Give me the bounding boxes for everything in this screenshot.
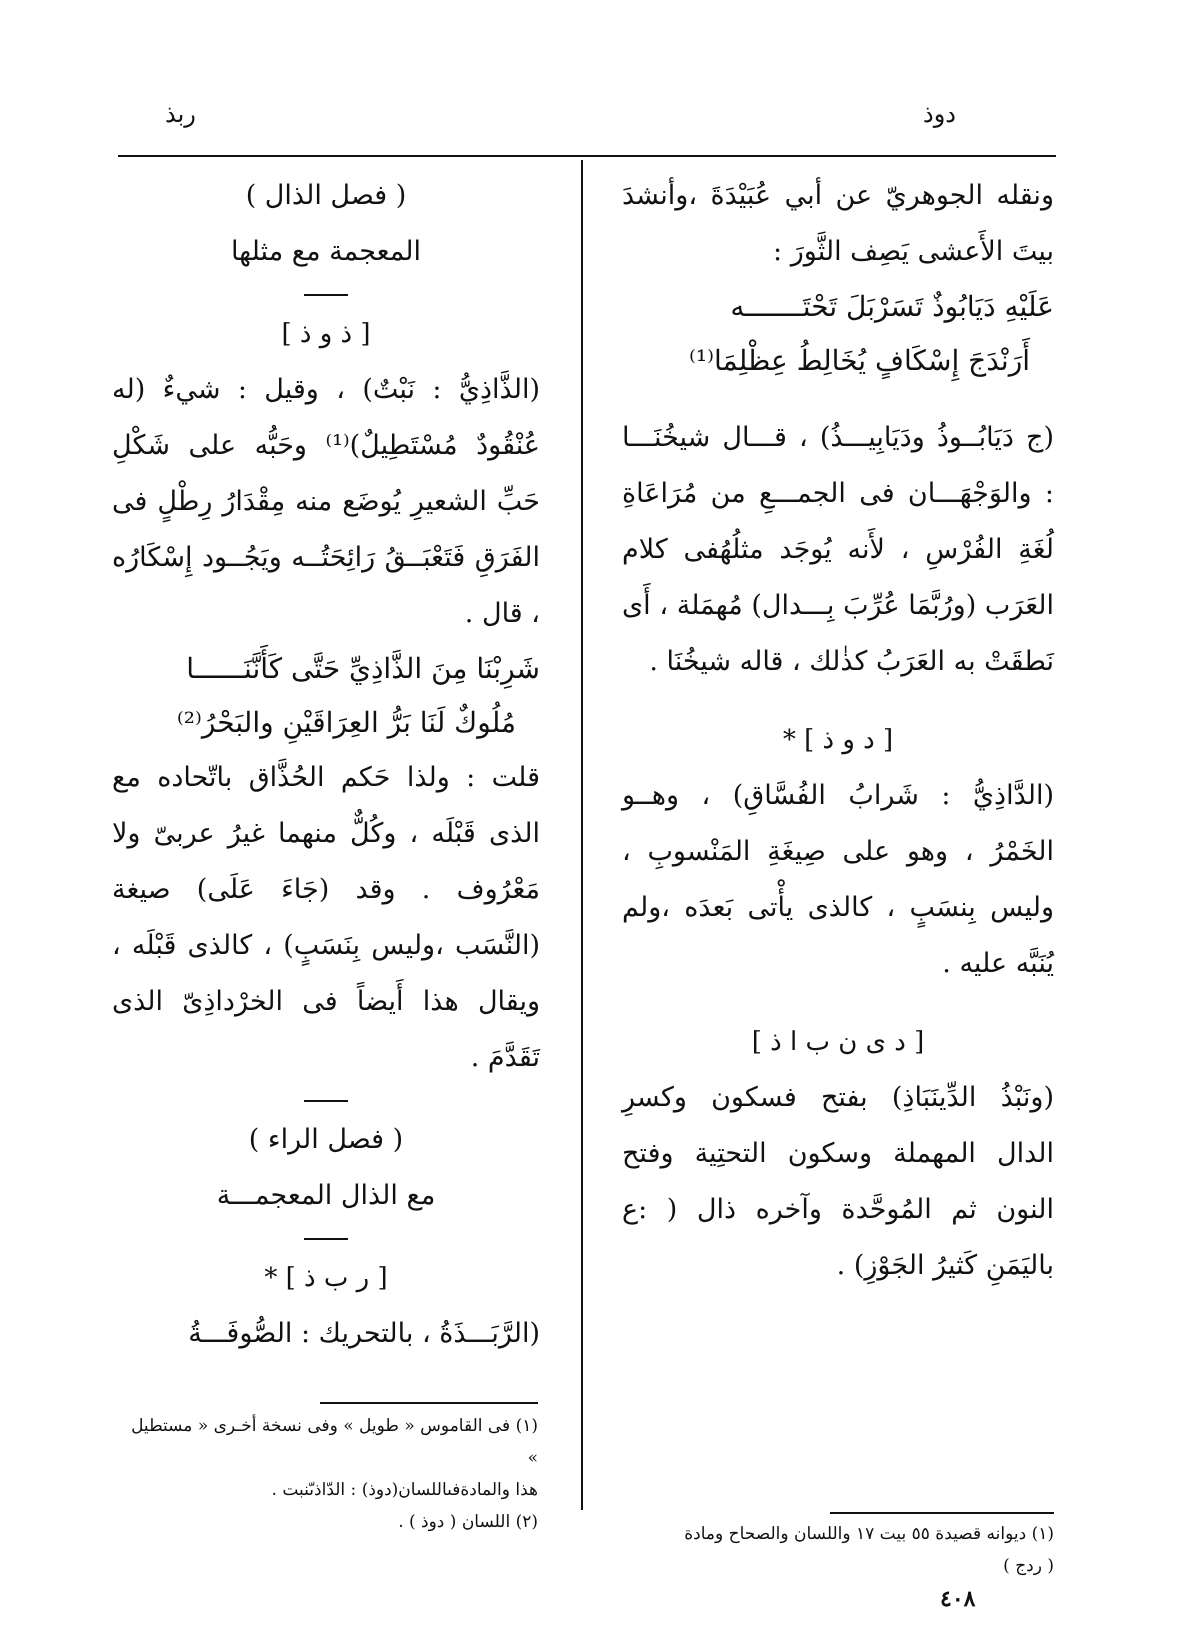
right-column [622, 168, 1054, 1294]
left-verse-1-second-hemistich: مُلُوكٌ لَنَا بَرُّ العِرَاقَيْنِ والبَحْرُ⁽²⁾ [176, 706, 516, 739]
right-paragraph-1: ونقله الجوهريّ عن أبي عُبَيْدَةَ ،وأنشدَ بيتَ الأَعشى يَصِف الثَّورَ : [622, 180, 1054, 267]
footnote-rule-right [830, 1512, 1054, 1514]
section-rule [304, 294, 348, 296]
spacer [622, 992, 1054, 1014]
footnotes-left [128, 1410, 538, 1538]
entry-head-rbdh: [ ر ب ذ ] * [264, 1263, 388, 1293]
footnote-left-line-3: (٢) اللسان ( دوذ ) . [398, 1512, 538, 1532]
left-paragraph-2: قلت : ولذا حَكم الحُذَّاق باتّحاده مع الذى قَبْلَه ، وكُلٌّ منهما غيرُ عربىّ ولا مَعْرُوف . وقد (جَاءَ عَلَى) صيغة (النَّسَب ،وليس بِنَسَبٍ) ، كالذى قَبْلَه ، ويقال هذا أَيضاً فى الخرْداذِىّ الذى تَقَدَّمَ . [112, 762, 540, 1073]
footnotes-right [612, 1518, 1054, 1582]
section-title-dhal: ( فصل الذال ) [245, 180, 407, 211]
footnote-right-line-2: ( ردج ) [1003, 1556, 1054, 1576]
left-paragraph-1: (الذَّاذِيُّ : نَبْتٌ) ، وقيل : شيءٌ (له عُنْقُودٌ مُسْتَطِيلٌ)⁽¹⁾ وحَبُّه على شَكْلِ حَبِّ الشعيرِ يُوضَع منه مِقْدَارُ رِطْلٍ فى الفَرَقِ فَتَعْبَــقُ رَائِحَتُــه ويَجُــود إِسْكَارُه ، قال . [112, 374, 541, 629]
right-paragraph-4: (ونَبْذُ الدِّينَبَاذِ) بفتح فسكون وكسرِ الدال المهملة وسكون التحتِية وفتح النون ثم المُوحَّدة وآخره ذال ( :ع باليَمَنِ كَثيرُ الجَوْزِ) . [622, 1082, 1054, 1281]
spacer [622, 690, 1054, 712]
left-verse-1-first-hemistich: شَرِبْنَا مِنَ الذَّاذِيِّ حَتَّى كَأَنَّنَــــــا [186, 652, 540, 685]
right-verse-1-first-hemistich: عَلَيْهِ دَيَابُوذٌ تَسَرْبَلَ تَحْتَـــــــه [730, 290, 1054, 323]
spacer [622, 388, 1054, 410]
header-rule [118, 155, 1056, 157]
footnote-left-line-2: هذا والمادةفىاللسان(دوذ) : الدّاذىّنبت . [271, 1480, 538, 1500]
footnote-left-line-1: (١) فى القاموس « طويل » وفى نسخة أخـرى « مستطيل » [131, 1416, 538, 1468]
footnote-right-line-1: (١) ديوانه قصيدة ٥٥ بيت ١٧ واللسان والصحاح ومادة [684, 1524, 1054, 1544]
section-subtitle-ra: مع الذال المعجمـــة [216, 1180, 436, 1211]
right-verse-1 [622, 280, 1054, 388]
left-paragraph-3: (الرَّبَـــذَةُ ، بالتحريك : الصُّوفَـــةُ [188, 1318, 540, 1349]
right-verse-1-second-hemistich: أَرَنْدَجَ إِسْكَافٍ يُخَالِطُ عِظْلِمَا⁽¹⁾ [689, 344, 1030, 377]
left-verse-1 [112, 642, 540, 750]
right-paragraph-3: (الدَّاذِيُّ : شَرابُ الفُسَّاقِ) ، وهــو الخَمْرُ ، وهو على صِيغَةِ المَنْسوبِ ، وليس بِنسَبٍ ، كالذى يأْتى بَعدَه ،ولم يُنَبَّه عليه . [622, 780, 1054, 979]
entry-head-dwdh: [ د و ذ ] * [782, 725, 894, 755]
footnote-rule-left [320, 1402, 538, 1404]
entry-head-dhwdh: [ ذ و ذ ] [281, 319, 371, 349]
running-head-right: دوذ [923, 100, 956, 128]
running-head-left: ربذ [165, 100, 196, 128]
section-rule [304, 1100, 348, 1102]
column-divider [581, 160, 583, 1510]
section-rule [304, 1238, 348, 1240]
section-title-ra: ( فصل الراء ) [248, 1124, 404, 1155]
page-number: ٤٠٨ [940, 1586, 976, 1612]
left-column [112, 168, 540, 1362]
entry-head-daynabadh: [ د ى ن ب ا ذ ] [751, 1027, 925, 1057]
right-paragraph-2: (ج دَيَابُــوذُ ودَيَابِيـــذُ) ، قـــال شيخُنَـــا : والوَجْهَـــان فى الجمـــعِ من مُرَاعَاةِ لُغَةِ الفُرْسِ ، لأَنه يُوجَد مثلُهُفى كلام العَرَب (ورُبَّمَا عُرِّبَ بِـــدال) مُهمَلة ، أَى نَطقَتْ به العَرَبُ كذٰلك ، قاله شيخُنَا . [622, 422, 1054, 677]
section-subtitle-dhal: المعجمة مع مثلها [230, 236, 422, 267]
